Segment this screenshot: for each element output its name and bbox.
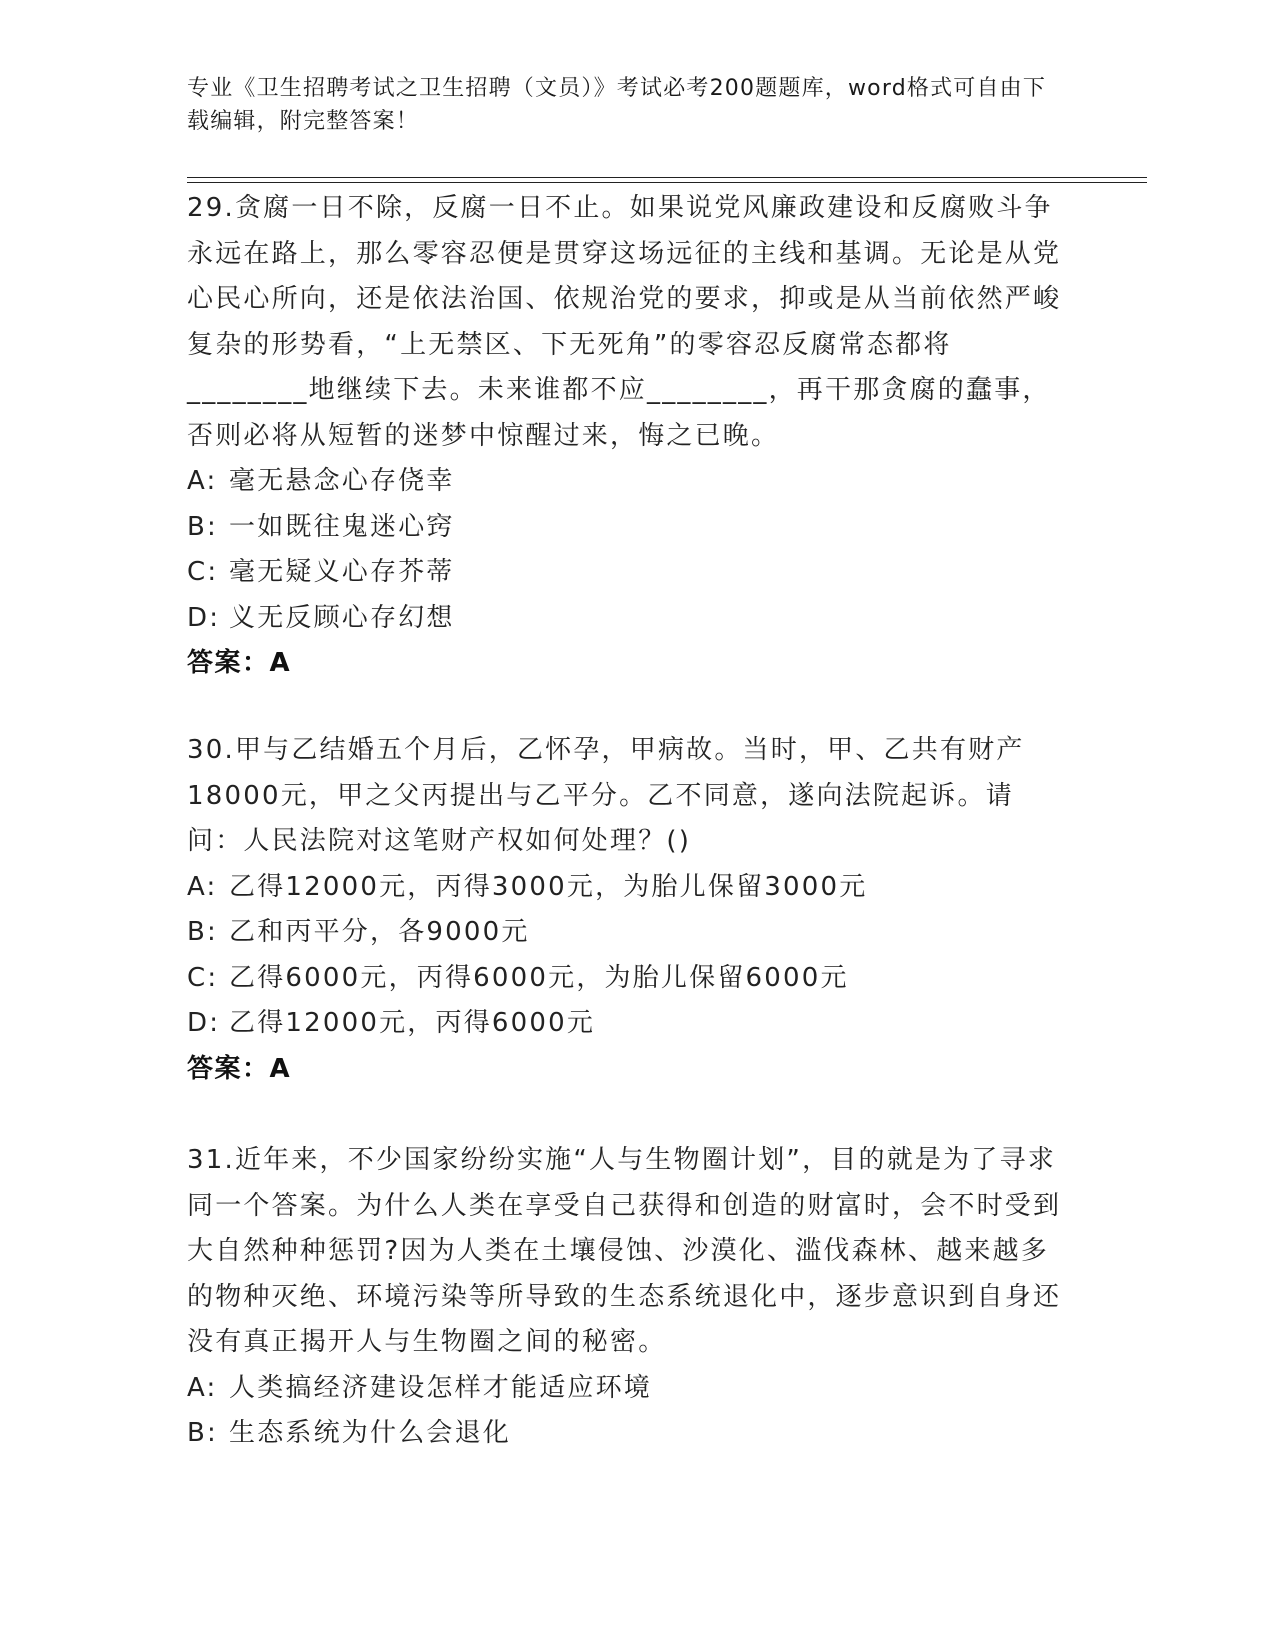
option-letter: B: (187, 1418, 218, 1448)
option-text: 乙得6000元，丙得6000元，为胎儿保留6000元 (229, 962, 849, 993)
question-stem: 31.近年来，不少国家纷纷实施“人与生物圈计划”，目的就是为了寻求同一个答案。为什么人类在享受自己获得和创造的财富时，会不时受到大自然种种惩罚?因为人类在土壤侵蚀、沙漠化、滥伐森林、越来越多的物种灭绝、环境污染等所导致的生态系统退化中，逐步意识到自身还没有真正揭开人与生物圈之间的秘密。 (187, 1145, 1062, 1357)
option-a (187, 865, 1067, 911)
option-text: 一如既往鬼迷心窍 (229, 511, 455, 542)
question-29 (187, 186, 1067, 687)
option-text: 乙得12000元，丙得6000元 (229, 1008, 596, 1038)
option-d (187, 1001, 1067, 1047)
header-divider-bottom (187, 182, 1147, 183)
answer-label: 答案：A (187, 1053, 292, 1084)
option-b (187, 505, 1067, 551)
question-stem: 29.贪腐一日不除，反腐一日不止。如果说党风廉政建设和反腐败斗争永远在路上，那么零容忍便是贯穿这场远征的主线和基调。无论是从党心民心所向，还是依法治国、依规治党的要求，抑或是从当前依然严峻复杂的形势看，“上无禁区、下无死角”的零容忍反腐常态都将________地继续下去。未来谁都不应________，再干那贪腐的蠢事，否则必将从短暂的迷梦中惊醒过来，悔之已晚。 (187, 193, 1062, 451)
option-text: 义无反顾心存幻想 (229, 602, 455, 633)
option-text: 人类搞经济建设怎样才能适应环境 (229, 1372, 653, 1403)
option-letter: D: (187, 602, 221, 633)
option-text: 毫无疑义心存芥蒂 (229, 557, 455, 587)
option-text: 乙得12000元，丙得3000元，为胎儿保留3000元 (229, 871, 868, 902)
answer-label: 答案：A (187, 648, 292, 678)
question-30 (187, 728, 1067, 1092)
option-letter: D: (187, 1008, 221, 1038)
option-letter: A: (187, 1372, 218, 1403)
question-31 (187, 1138, 1067, 1457)
option-c (187, 956, 1067, 1002)
option-text: 生态系统为什么会退化 (229, 1418, 512, 1448)
option-letter: B: (187, 511, 218, 542)
option-a (187, 459, 1067, 505)
option-text: 乙和丙平分，各9000元 (229, 917, 530, 947)
question-stem: 30.甲与乙结婚五个月后，乙怀孕，甲病故。当时，甲、乙共有财产18000元，甲之父丙提出与乙平分。乙不同意，遂向法院起诉。请问：人民法院对这笔财产权如何处理？() (187, 735, 1025, 856)
option-b (187, 1411, 1067, 1457)
option-text: 毫无悬念心存侥幸 (229, 466, 455, 496)
option-letter: A: (187, 871, 218, 902)
option-letter: C: (187, 557, 219, 587)
option-letter: B: (187, 917, 218, 947)
option-letter: A: (187, 466, 218, 496)
option-b (187, 910, 1067, 956)
option-letter: C: (187, 962, 219, 993)
document-header: 专业《卫生招聘考试之卫生招聘（文员）》考试必考200题题库，word格式可自由下载编辑，附完整答案！ (187, 76, 1047, 134)
option-a (187, 1366, 1067, 1412)
header-divider-top (187, 177, 1147, 178)
option-d (187, 596, 1067, 642)
option-c (187, 550, 1067, 596)
